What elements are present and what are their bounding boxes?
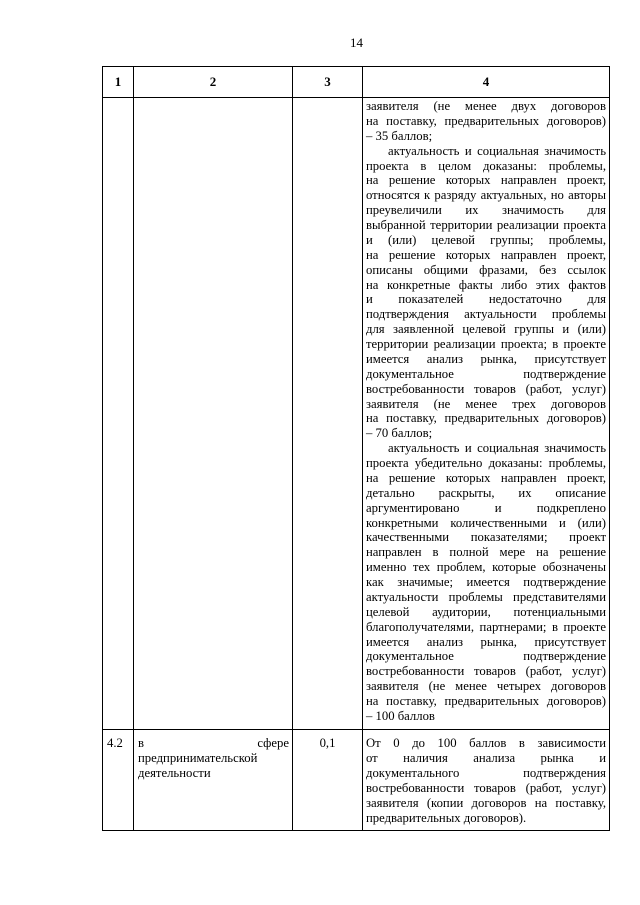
text-line: территории реализации проекта; в проекте (366, 337, 606, 351)
text-line: как значимые; имеется подтверждение (366, 575, 606, 589)
text-line: документального подтверждения (366, 766, 606, 780)
criterion-name (138, 736, 289, 781)
text-line: от наличия анализа рынка и (366, 751, 606, 765)
column-number: 3 (324, 74, 331, 89)
text-line: целевой аудитории, потенциальными (366, 604, 606, 619)
table-cell-row2-col2 (134, 730, 293, 831)
text-line: подтверждения актуальности проблемы (366, 307, 606, 322)
text-line: заявителя (не менее четырех договоров (366, 679, 606, 694)
text-line: предварительных договоров). (366, 811, 527, 825)
text-line: актуальность и социальная значимость (388, 143, 606, 158)
table-cell-row1-col3 (293, 98, 363, 730)
table-cell-row1-col4 (363, 98, 610, 730)
column-number: 4 (482, 74, 490, 89)
scoring-paragraph (366, 144, 606, 442)
text-line: конкретными количественными и (или) (366, 515, 606, 530)
scoring-paragraph (366, 441, 606, 724)
text-line: описаны общими фразами, без ссылок (366, 262, 606, 277)
table-header-cell-4 (363, 67, 610, 98)
page-number: 14 (350, 35, 363, 50)
text-line: актуальности проблемы представителями (366, 589, 606, 604)
text-line: на конкретные факты либо этих фактов (366, 277, 606, 292)
table-cell-row2-col3 (293, 730, 363, 831)
text-line: имеется анализ рынка, присутствует (366, 634, 606, 649)
text-line: направлен в полной мере на решение (366, 545, 606, 560)
weight-value: 0,1 (319, 736, 336, 750)
table-cell-row2-col4 (363, 730, 610, 831)
text-line: проекта в целом доказаны: проблемы, (366, 158, 606, 173)
text-line: благополучателями, партнерами; в проекте (366, 619, 606, 634)
text-line: преувеличили их значимость для (366, 203, 606, 218)
column-number: 1 (114, 74, 122, 89)
text-line: именно тех проблем, которые обозначены (366, 560, 606, 575)
text-line: От 0 до 100 баллов в зависимости (366, 736, 606, 750)
text-line: деятельности (138, 766, 211, 780)
scoring-paragraph (366, 99, 606, 144)
text-line: – 100 баллов (366, 708, 435, 723)
text-line: детально раскрыты, их описание (366, 485, 606, 500)
text-line: документальное подтверждение (366, 649, 606, 664)
text-line: – 35 баллов; (366, 128, 433, 143)
text-line: востребованности товаров (работ, услуг) (366, 381, 606, 396)
text-line: на решение которых направлен проект, (366, 173, 606, 188)
text-line: качественными показателями; проект (366, 530, 606, 545)
text-line: – 70 баллов; (366, 426, 433, 441)
text-line: востребованности товаров (работ, услуг) (366, 664, 606, 679)
text-line: востребованности товаров (работ, услуг) (366, 781, 606, 795)
text-line: и (или) целевой группы; проблемы, (366, 232, 606, 247)
table-header-cell-3 (293, 67, 363, 98)
text-line: аргументировано и подкреплено (366, 500, 606, 515)
text-line: предпринимательской (138, 751, 258, 765)
text-line: проекта убедительно доказаны: проблемы, (366, 456, 606, 470)
text-line: для заявленной целевой группы и (или) (366, 322, 606, 337)
table-header-cell-2 (134, 67, 293, 98)
text-line: заявителя (не менее двух договоров (366, 99, 606, 113)
text-line: относятся к разряду актуальных, но авторы (366, 188, 606, 203)
text-line: документальное подтверждение (366, 366, 606, 381)
text-line: заявителя (не менее трех договоров (366, 396, 606, 411)
table-cell-row1-col1 (103, 98, 134, 730)
column-number: 2 (209, 74, 217, 89)
text-line: на решение которых направлен проект, (366, 247, 606, 262)
scoring-paragraph (366, 736, 606, 826)
text-line: на поставку, предварительных договоров) (366, 113, 606, 128)
text-line: имеется анализ рынка, присутствует (366, 351, 606, 366)
criteria-table (102, 66, 610, 831)
table-cell-row2-col1 (103, 730, 134, 831)
text-line: на поставку, предварительных договоров) (366, 411, 606, 426)
text-line: и показателей недостаточно для (366, 292, 606, 307)
text-line: выбранной территории реализации проекта (366, 218, 606, 232)
table-cell-row1-col2 (134, 98, 293, 730)
text-line: заявителя (копии договоров на поставку, (366, 796, 606, 810)
text-line: актуальность и социальная значимость (388, 441, 606, 456)
text-line: на поставку, предварительных договоров) (366, 694, 606, 708)
table-header-cell-1 (103, 67, 134, 98)
text-line: в сфере (138, 736, 289, 750)
row-number: 4.2 (107, 736, 123, 750)
text-line: на решение которых направлен проект, (366, 470, 606, 485)
